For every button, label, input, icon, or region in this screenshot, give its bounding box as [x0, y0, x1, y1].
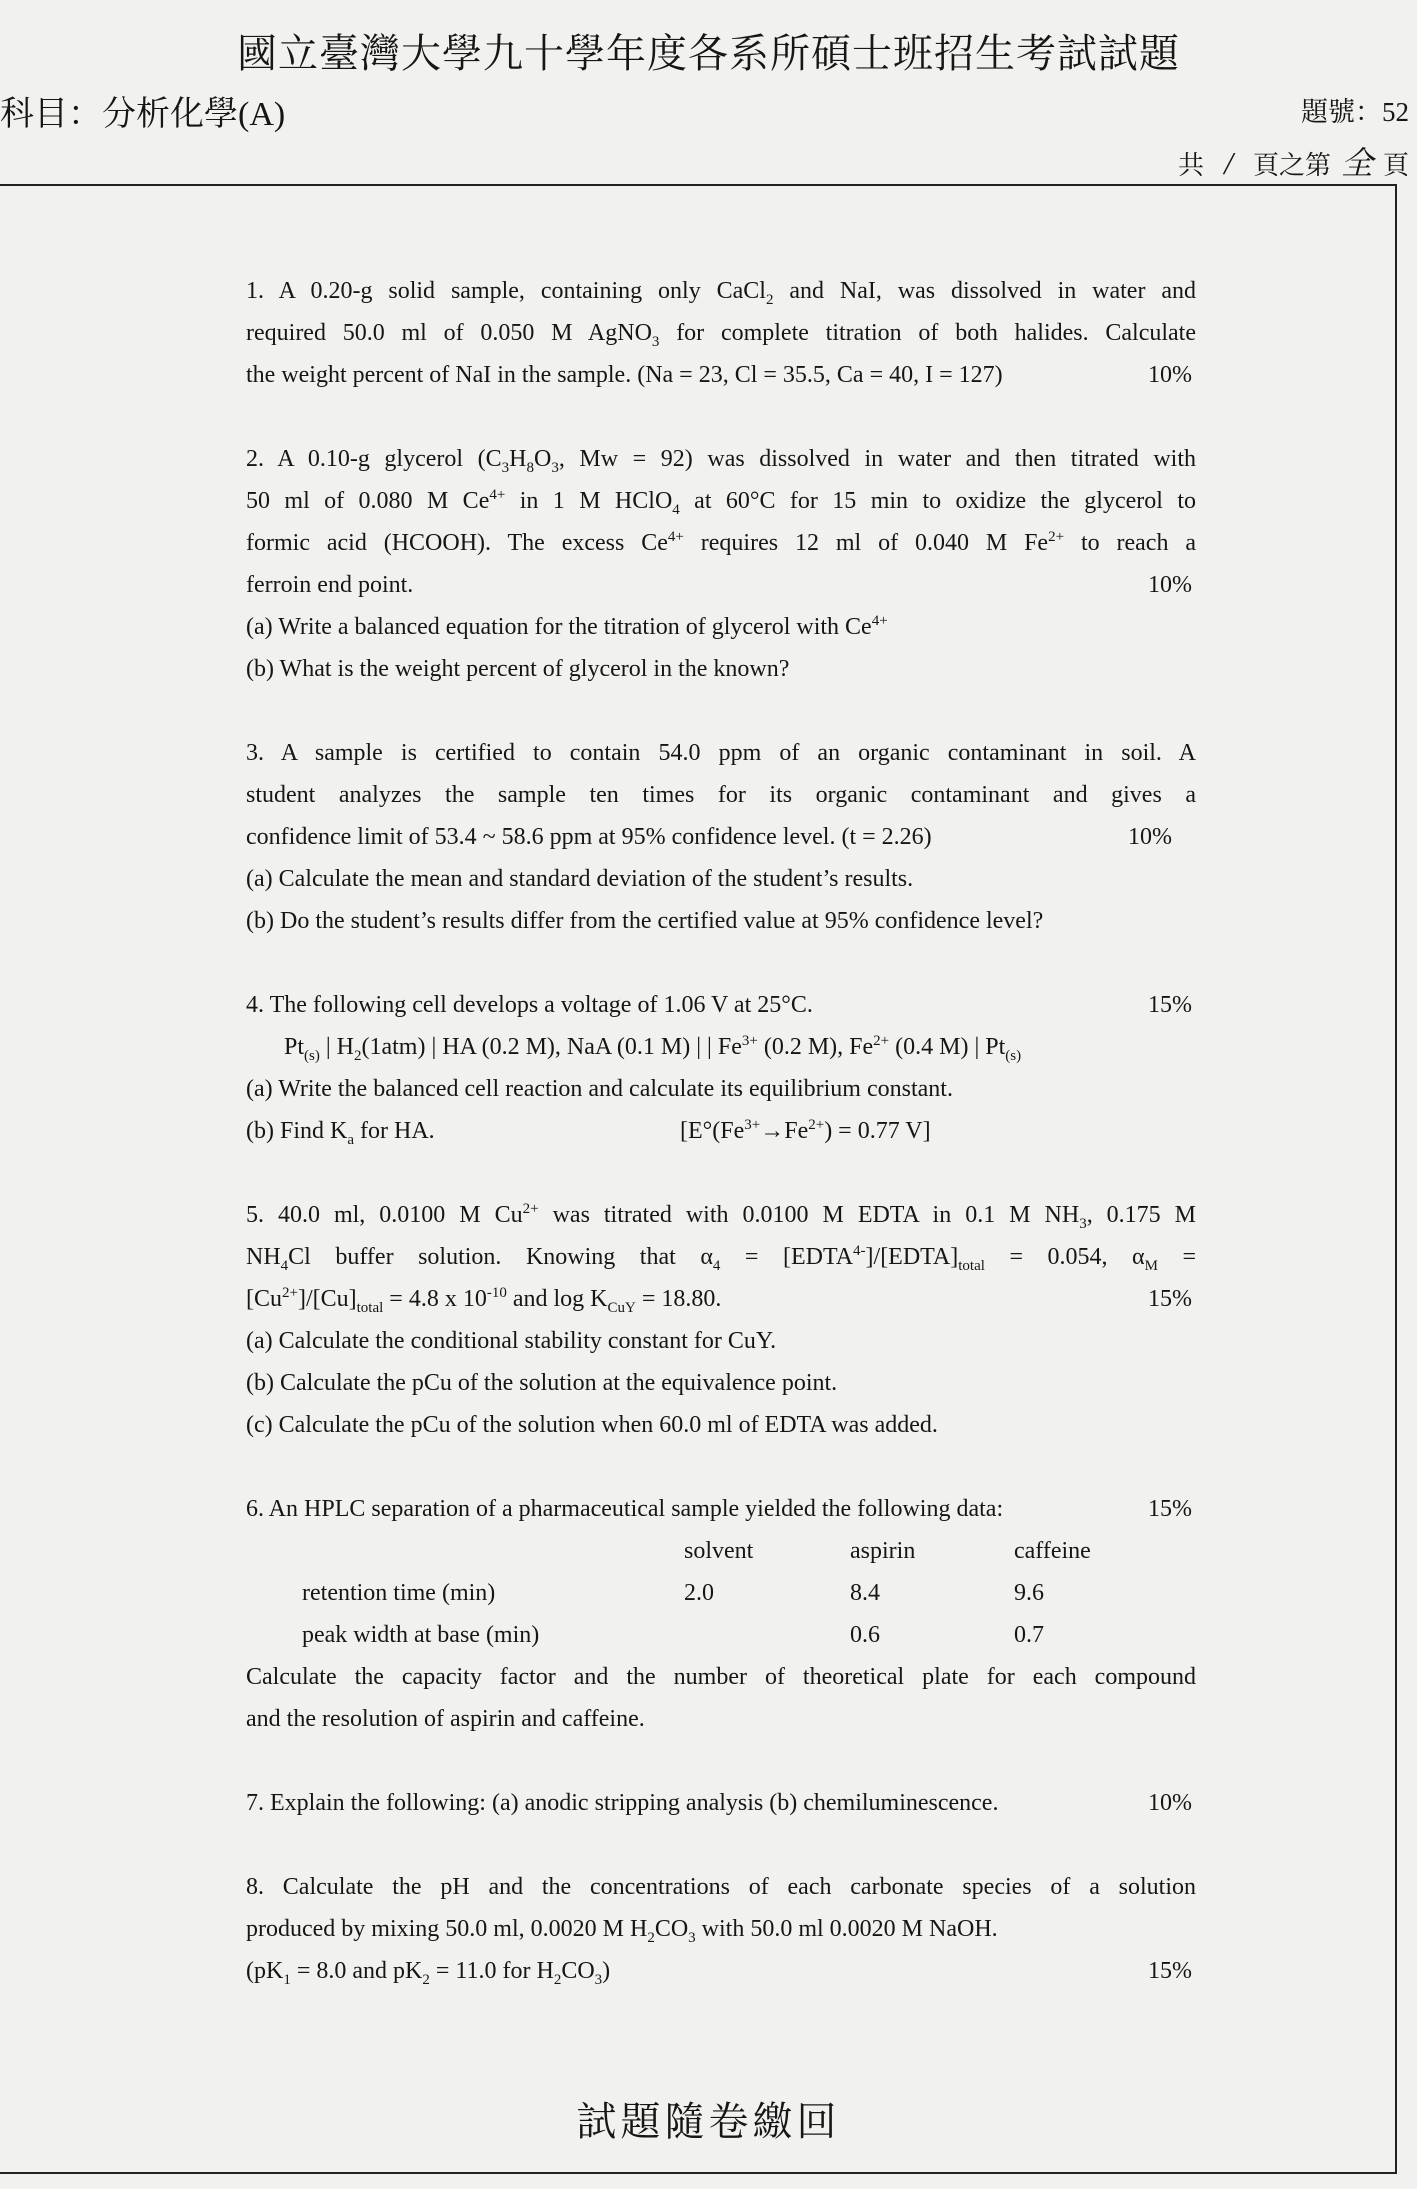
superscript: 2+ [873, 1033, 890, 1049]
superscript: 4- [853, 1243, 866, 1259]
superscript: 2+ [282, 1285, 298, 1301]
page-total-label: 共 [1178, 151, 1205, 180]
subscript: total [356, 1299, 384, 1316]
q6-line-2: Calculate the capacity factor and the number of theoretical plate for each compound [246, 1664, 1196, 1690]
exam-title: 國立臺灣大學九十學年度各系所碩士班招生考試試題 [237, 31, 1180, 76]
table-cell: 0.7 [1014, 1622, 1044, 1648]
table-row [302, 1614, 1091, 1656]
return-notice: 試題隨卷繳回 [576, 2099, 841, 2144]
q8-line-2: produced by mixing 50.0 ml, 0.0020 M $H_2CO_3$ with 50.0 ml 0.0020 M NaOH. [246, 1916, 998, 1946]
subscript: 3 [688, 1929, 696, 1946]
superscript: 2+ [808, 1117, 825, 1133]
page-mid-label: 頁之第 [1252, 151, 1331, 180]
table-cell [684, 1614, 850, 1656]
table-cell: 2.0 [684, 1580, 714, 1606]
q2-part-a: (a) Write a balanced equation for the titration of glycerol with $Ce^{4+}$ [246, 613, 888, 640]
subscript: 2 [765, 291, 774, 308]
q4-line-1-text: 4. The following cell develops a voltage of 1.06 V at 25°C. [246, 992, 813, 1018]
q3-line-1: 3. A sample is certified to contain 54.0 ppm of an organic contaminant in soil. A [246, 740, 1196, 766]
q3-part-b: (b) Do the student’s results differ from the certified value at 95% confidence level? [246, 908, 1044, 934]
subscript: 2 [353, 1047, 362, 1064]
q5-line-3 [246, 1278, 1196, 1320]
subscript: 4 [712, 1257, 721, 1274]
subscript: 3 [651, 333, 660, 350]
q8-line-3-text: ($pK_1 = 8.0$ and $pK_2 = 11.0$ for $H_2CO_3$) [246, 1958, 611, 1988]
hplc-data-table [302, 1530, 1091, 1656]
q5-part-c: (c) Calculate the pCu of the solution when 60.0 ml of EDTA was added. [246, 1412, 938, 1438]
question-5 [246, 1194, 1196, 1446]
question-4 [246, 984, 1196, 1152]
q3-part-a: (a) Calculate the mean and standard deviation of the student’s results. [246, 866, 914, 892]
subscript: CuY [607, 1299, 636, 1316]
q3-line-3 [246, 816, 1196, 858]
superscript: 3+ [741, 1033, 758, 1049]
q6-line-1 [246, 1488, 1196, 1530]
q5-line-2: $NH_4Cl$ buffer solution. Knowing that $\alpha_4$ = $[EDTA^{4-}]/[EDTA]_{total} = 0.054$, $\alpha_M$ = [246, 1243, 1197, 1274]
table-cell: 9.6 [1014, 1580, 1044, 1606]
table-header-cell: solvent [684, 1538, 754, 1564]
q2-line-4 [246, 564, 1196, 606]
subscript: 3 [501, 459, 510, 476]
q1-line-3-text: the weight percent of NaI in the sample. (Na = 23, Cl = 35.5, Ca = 40, I = 127) [246, 362, 1003, 388]
subscript: a [347, 1131, 355, 1148]
q7-line-1 [246, 1782, 1196, 1824]
q1-points: 10% [1148, 362, 1192, 388]
page-end-label: 頁 [1382, 151, 1409, 180]
q3-points: 10% [1128, 824, 1172, 850]
q4-cell-notation: $Pt_{(s)}$ | $H_2(1atm)$ | HA (0.2 M), NaA (0.1 M) | | $Fe^{3+}$ (0.2 M), $Fe^{2+}$ (0.4 M) | $Pt_{(s)}$ [284, 1033, 1022, 1064]
subscript: (s) [1005, 1047, 1022, 1064]
q1-line-1: 1. A 0.20-g solid sample, containing only CaCl$_2$ and NaI, was dissolved in water and [246, 278, 1196, 308]
question-1 [246, 270, 1196, 396]
q3-line-3-text: confidence limit of 53.4 ~ 58.6 ppm at 95% confidence level. (t = 2.26) [246, 824, 932, 850]
subscript: 4 [672, 501, 680, 518]
q5-part-b: (b) Calculate the pCu of the solution at the equivalence point. [246, 1370, 838, 1396]
question-7 [246, 1782, 1196, 1824]
question-list [246, 270, 1196, 2034]
q4-reference-potential: [$E^\circ(Fe^{3+}\to Fe^{2+}) = 0.77$ V] [680, 1117, 931, 1144]
q2-line-2: 50 ml of 0.080 M $Ce^{4+}$ in 1 M HClO$_4$ at 60°C for 15 min to oxidize the glycerol to [246, 487, 1196, 518]
q4-part-b [246, 1110, 1196, 1152]
q8-points: 15% [1148, 1958, 1192, 1984]
q6-points: 15% [1148, 1496, 1192, 1522]
table-row [302, 1572, 1091, 1614]
subscript: 2 [422, 1971, 430, 1988]
q5-line-1: 5. 40.0 ml, 0.0100 M $Cu^{2+}$ was titrated with 0.0100 M EDTA in 0.1 M $NH_3$, 0.175 M [246, 1201, 1197, 1232]
q5-part-a: (a) Calculate the conditional stability constant for CuY. [246, 1328, 777, 1354]
q8-line-3 [246, 1950, 1196, 1992]
q4-line-1 [246, 984, 1196, 1026]
subscript: total [958, 1257, 985, 1274]
superscript: 4+ [667, 529, 684, 545]
question-6 [246, 1488, 1196, 1740]
table-cell: peak width at base (min) [302, 1622, 540, 1648]
subscript: 8 [526, 459, 534, 476]
question-number: 題號：52 [1301, 97, 1409, 127]
q6-line-3: and the resolution of aspirin and caffeine. [246, 1706, 645, 1732]
superscript: 2+ [522, 1201, 539, 1217]
q3-line-2: student analyzes the sample ten times for its organic contaminant and gives a [246, 782, 1196, 808]
q2-points: 10% [1148, 572, 1192, 598]
q1-line-2: required 50.0 ml of 0.050 M AgNO$_3$ for complete titration of both halides. Calculate [246, 320, 1196, 350]
table-cell: retention time (min) [302, 1580, 496, 1606]
superscript: 4+ [871, 613, 888, 629]
subscript: 1 [283, 1971, 291, 1988]
q2-part-b: (b) What is the weight percent of glycerol in the known? [246, 656, 790, 682]
subscript: 2 [553, 1971, 562, 1988]
q5-line-3-text: $[Cu^{2+}]/[Cu]_{total} = 4.8$ x $10^{-10}$ and $\log K_{CuY} = 18.80$. [246, 1285, 722, 1316]
subscript: 4 [280, 1257, 289, 1274]
table-header-cell: caffeine [1014, 1538, 1091, 1564]
superscript: 3+ [744, 1117, 761, 1133]
q1-line-3 [246, 354, 1196, 396]
q2-line-4-text: ferroin end point. [246, 572, 414, 598]
subscript: M [1144, 1257, 1158, 1274]
q5-points: 15% [1148, 1286, 1192, 1312]
question-8 [246, 1866, 1196, 1992]
table-header-row [302, 1530, 1091, 1572]
table-cell: 0.6 [850, 1622, 880, 1648]
q2-line-3: formic acid (HCOOH). The excess $Ce^{4+}$ requires 12 ml of 0.040 M $Fe^{2+}$ to reach a [246, 529, 1196, 556]
subject-label: 科目：分析化學(A) [0, 96, 286, 133]
page-current-value: 全 [1340, 145, 1373, 181]
q7-points: 10% [1148, 1790, 1192, 1816]
subscript: 3 [594, 1971, 603, 1988]
q4-part-b-text: (b) Find $K_a$ for HA. [246, 1118, 435, 1148]
table-cell: 8.4 [850, 1580, 880, 1606]
question-3 [246, 732, 1196, 942]
table-header-cell [302, 1530, 684, 1572]
subscript: (s) [304, 1047, 320, 1064]
q6-line-1-text: 6. An HPLC separation of a pharmaceutical sample yielded the following data: [246, 1496, 1004, 1522]
superscript: 2+ [1048, 529, 1065, 545]
q4-part-a: (a) Write the balanced cell reaction and calculate its equilibrium constant. [246, 1076, 953, 1102]
subscript: 3 [551, 459, 559, 476]
q2-line-1: 2. A 0.10-g glycerol ($C_3H_8O_3$, Mw = 92) was dissolved in water and then titrated with [246, 446, 1196, 476]
table-header-cell: aspirin [850, 1538, 916, 1564]
page-total-value: / [1224, 145, 1233, 181]
q8-line-1: 8. Calculate the pH and the concentrations of each carbonate species of a solution [246, 1874, 1196, 1900]
superscript: -10 [486, 1285, 507, 1301]
question-2 [246, 438, 1196, 690]
q7-line-1-text: 7. Explain the following: (a) anodic stripping analysis (b) chemiluminescence. [246, 1790, 999, 1816]
superscript: 4+ [489, 487, 506, 503]
q4-points: 15% [1148, 992, 1192, 1018]
subscript: 2 [647, 1929, 655, 1946]
subscript: 3 [1079, 1215, 1087, 1232]
page-info [1178, 138, 1409, 184]
